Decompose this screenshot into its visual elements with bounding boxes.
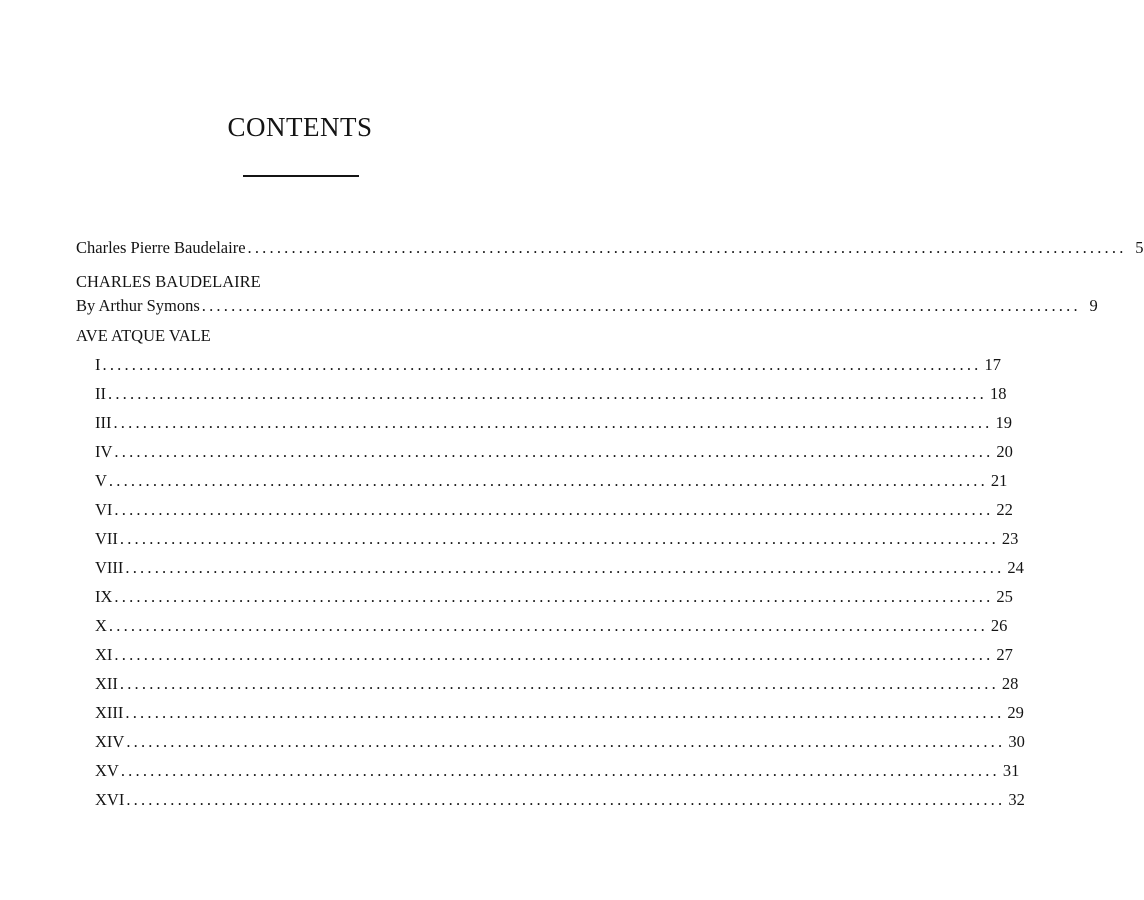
dot-leader: ........................................................................................................................ [247,238,1127,257]
toc-entry-page: 31 [1002,761,1020,780]
title-rule [243,175,359,177]
toc-entry[interactable] [95,732,1025,752]
toc-entry[interactable] [95,761,1020,781]
dot-leader: ........................................................................................................................ [126,790,1006,809]
toc-entry-page: 17 [984,355,1001,374]
toc-entry-page: 19 [995,413,1012,432]
toc-entry-page: 5 [1135,238,1144,257]
toc-entry-page: 24 [1007,558,1024,577]
toc-entry-page: 23 [1001,529,1019,548]
toc-entry-page: 28 [1001,674,1019,693]
toc-entry[interactable] [95,384,1007,404]
toc-entry-label: VIII [95,558,124,577]
toc-entry-label: Charles Pierre Baudelaire [76,238,246,257]
toc-entry-page: 32 [1008,790,1025,809]
toc-entry[interactable] [95,355,1001,375]
toc-entry-label: IX [95,587,113,606]
dot-leader: ........................................................................................................................ [201,296,1081,315]
toc-entry-page: 27 [996,645,1013,664]
toc-entry-page: 20 [996,442,1013,461]
toc-entry[interactable] [95,674,1019,694]
dot-leader: ........................................................................................................................ [125,558,1005,577]
section-heading: AVE ATQUE VALE [76,326,211,345]
toc-entry-page: 25 [996,587,1013,606]
toc-entry[interactable] [76,296,1098,316]
toc-entry-label: By Arthur Symons [76,296,200,315]
dot-leader: ........................................................................................................................ [113,413,993,432]
dot-leader: ........................................................................................................................ [114,442,994,461]
dot-leader: ........................................................................................................................ [119,674,999,693]
toc-entry-label: XIV [95,732,125,751]
toc-entry-page: 22 [996,500,1013,519]
toc-entry[interactable] [95,587,1013,607]
page-title: CONTENTS [227,112,373,142]
toc-entry[interactable] [95,616,1008,636]
toc-entry[interactable] [95,790,1025,810]
toc-entry[interactable] [95,645,1013,665]
toc-entry-page: 21 [990,471,1008,490]
toc-entry-label: XII [95,674,118,693]
toc-entry-label: VI [95,500,113,519]
dot-leader: ........................................................................................................................ [119,529,999,548]
toc-entry[interactable] [95,442,1013,462]
toc-entry[interactable] [95,471,1008,491]
toc-entry-label: VII [95,529,118,548]
dot-leader: ........................................................................................................................ [125,703,1005,722]
toc-entry-label: IV [95,442,113,461]
toc-entry-page: 30 [1008,732,1025,751]
dot-leader: ........................................................................................................................ [108,384,987,403]
dot-leader: ........................................................................................................................ [114,587,994,606]
toc-entry-label: II [95,384,106,403]
toc-entry[interactable] [95,500,1013,520]
dot-leader: ........................................................................................................................ [108,471,988,490]
toc-entry[interactable] [95,529,1019,549]
toc-entry-label: V [95,471,107,490]
toc-entry-page: 18 [990,384,1007,403]
toc-entry-label: I [95,355,101,374]
toc-entry[interactable] [76,238,1144,258]
toc-entry-label: XIII [95,703,124,722]
dot-leader: ........................................................................................................................ [102,355,982,374]
toc-entry-label: XI [95,645,113,664]
toc-entry-page: 26 [990,616,1008,635]
toc-entry[interactable] [95,558,1024,578]
toc-entry-page: 29 [1007,703,1024,722]
toc-entry-label: XV [95,761,119,780]
toc-entry[interactable] [95,413,1012,433]
dot-leader: ........................................................................................................................ [120,761,1000,780]
toc-entry-label: X [95,616,107,635]
toc-entry[interactable] [95,703,1024,723]
dot-leader: ........................................................................................................................ [114,645,994,664]
dot-leader: ........................................................................................................................ [108,616,988,635]
toc-entry-label: XVI [95,790,125,809]
dot-leader: ........................................................................................................................ [114,500,994,519]
section-heading: CHARLES BAUDELAIRE [76,272,261,291]
toc-entry-page: 9 [1089,296,1098,315]
dot-leader: ........................................................................................................................ [126,732,1006,751]
toc-entry-label: III [95,413,112,432]
